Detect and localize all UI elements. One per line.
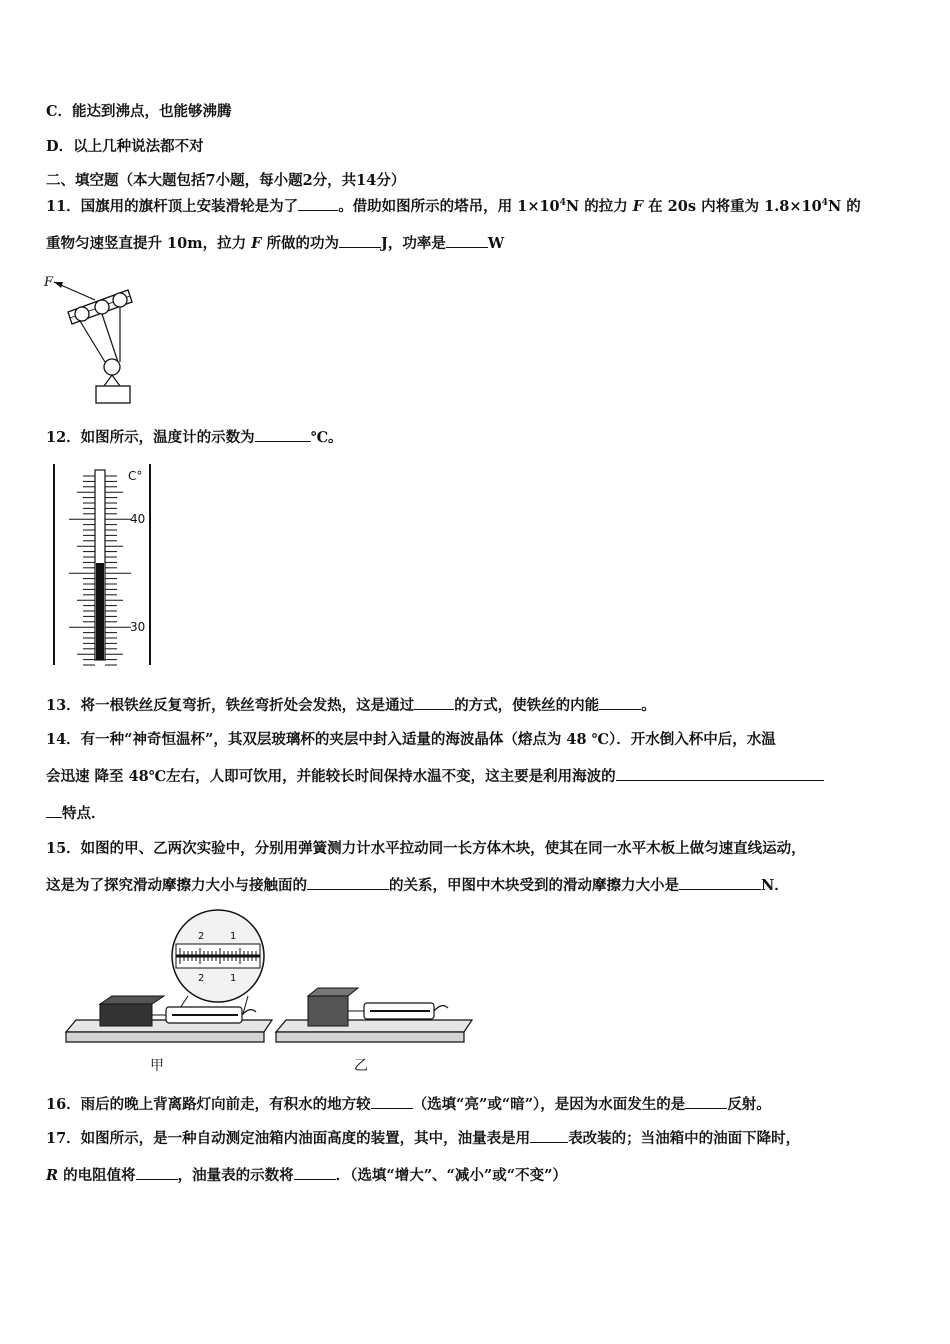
q15-blank-1[interactable] — [307, 875, 389, 890]
q13-blank-1[interactable] — [414, 695, 454, 710]
q11-exponent-1: 4 — [559, 198, 566, 208]
label-yi: 乙 — [354, 1058, 368, 1074]
q17-text-4: ，油量表的示数将 — [177, 1167, 294, 1184]
q13-text-2: 的方式，使铁丝的内能 — [454, 697, 600, 714]
thermometer-figure — [50, 462, 165, 667]
option-d: D．以上几种说法都不对 — [46, 138, 204, 155]
question-14-line-1: 14．有一种“神奇恒温杯”，其双层玻璃杯的夹层中封入适量的海波晶体（熔点为 48 ℃）．开水倒入杯中后，水温 — [46, 731, 776, 748]
q17-blank-1[interactable] — [530, 1128, 568, 1143]
q14-blank-1[interactable] — [616, 766, 824, 781]
q14-blank-1-cont[interactable] — [46, 803, 62, 818]
q16-text-2: （选填“亮”或“暗”），是因为水面发生的是 — [412, 1096, 686, 1113]
question-13 — [46, 695, 656, 716]
q11-text-5: N 的 — [827, 198, 861, 215]
q17-blank-3[interactable] — [294, 1165, 336, 1180]
question-12 — [46, 427, 343, 448]
q14-text-2: 会迅速 降至 48℃左右，人即可饮用，并能较长时间保持水温不变，这主要是利用海波的 — [46, 768, 616, 785]
q17-text-1: 17．如图所示，是一种自动测定油箱内油面高度的装置，其中，油量表是用 — [46, 1130, 531, 1147]
q12-blank[interactable] — [255, 427, 311, 442]
question-11-line-2 — [46, 233, 504, 254]
q11-text-3: N 的拉力 — [565, 198, 633, 215]
q12-unit: ℃。 — [310, 429, 343, 446]
thermometer-unit: C° — [128, 469, 143, 483]
q11-text-7: 所做的功为 — [261, 235, 339, 252]
q16-text-3: 反射。 — [727, 1096, 771, 1113]
wood-block-jia — [100, 1004, 152, 1026]
question-17-line-1 — [46, 1128, 800, 1149]
q11-var-f-2: F — [251, 235, 262, 252]
q11-text-2: 。借助如图所示的塔吊，用 1×10 — [338, 198, 560, 215]
q13-blank-2[interactable] — [599, 695, 641, 710]
q16-blank-2[interactable] — [685, 1094, 727, 1109]
q11-text-6: 重物匀速竖直提升 10m，拉力 — [46, 235, 252, 252]
question-17-line-2 — [46, 1165, 567, 1186]
thermometer-label-30: 30 — [130, 620, 146, 634]
q17-text-2: 表改装的；当油箱中的油面下降时， — [568, 1130, 801, 1147]
q17-var-r: R — [46, 1167, 59, 1184]
crane-pulley-figure — [40, 272, 150, 407]
q11-text-1: 11．国旗用的旗杆顶上安装滑轮是为了 — [46, 198, 299, 215]
dial-mark-1-top: 1 — [230, 931, 237, 942]
friction-experiment-figure — [58, 906, 478, 1078]
thermometer-liquid-column — [96, 563, 104, 660]
dial-mark-1-bottom: 1 — [230, 973, 237, 984]
thermometer-label-40: 40 — [130, 512, 146, 526]
q15-text-4: N． — [761, 877, 789, 894]
q11-text-9: W — [487, 235, 505, 252]
q13-text-1: 13．将一根铁丝反复弯折，铁丝弯折处会发热，这是通过 — [46, 697, 415, 714]
q11-text-4: 在 20s 内将重为 1.8×10 — [643, 198, 822, 215]
question-16 — [46, 1094, 771, 1115]
label-jia: 甲 — [150, 1058, 164, 1074]
q11-blank-1[interactable] — [298, 196, 338, 211]
figure-force-label: F — [44, 275, 54, 290]
q11-blank-2[interactable] — [339, 233, 381, 248]
section-heading: 二、填空题（本大题包括7小题，每小题2分，共14分） — [46, 172, 406, 189]
q15-text-2: 这是为了探究滑动摩擦力大小与接触面的 — [46, 877, 307, 894]
wood-block-yi — [308, 996, 348, 1026]
question-11-line-1 — [46, 196, 861, 217]
q17-blank-2[interactable] — [136, 1165, 178, 1180]
question-14-line-3 — [46, 803, 106, 824]
q11-blank-3[interactable] — [446, 233, 488, 248]
question-14-line-2 — [46, 766, 824, 787]
q17-text-5: ．（选填“增大”、“减小”或“不变”） — [335, 1167, 567, 1184]
dial-mark-2-top: 2 — [198, 931, 205, 942]
q17-text-3: 的电阻值将 — [58, 1167, 136, 1184]
q14-text-3: 特点． — [62, 805, 106, 822]
q15-blank-2[interactable] — [679, 875, 761, 890]
q15-text-3: 的关系，甲图中木块受到的滑动摩擦力大小是 — [389, 877, 679, 894]
q13-text-3: 。 — [641, 697, 656, 714]
dial-mark-2-bottom: 2 — [198, 973, 205, 984]
q12-text: 12．如图所示，温度计的示数为 — [46, 429, 255, 446]
q11-var-f: F — [632, 198, 644, 215]
q11-exponent-2: 4 — [821, 198, 828, 208]
question-15-line-1: 15．如图的甲、乙两次实验中，分别用弹簧测力计水平拉动同一长方体木块，使其在同一水平木板上做匀速直线运动， — [46, 840, 806, 857]
question-15-line-2 — [46, 875, 789, 896]
q11-text-8: J，功率是 — [380, 235, 446, 252]
q16-blank-1[interactable] — [371, 1094, 413, 1109]
option-c: C．能达到沸点，也能够沸腾 — [46, 103, 232, 120]
q16-text-1: 16．雨后的晚上背离路灯向前走，有积水的地方较 — [46, 1096, 371, 1113]
